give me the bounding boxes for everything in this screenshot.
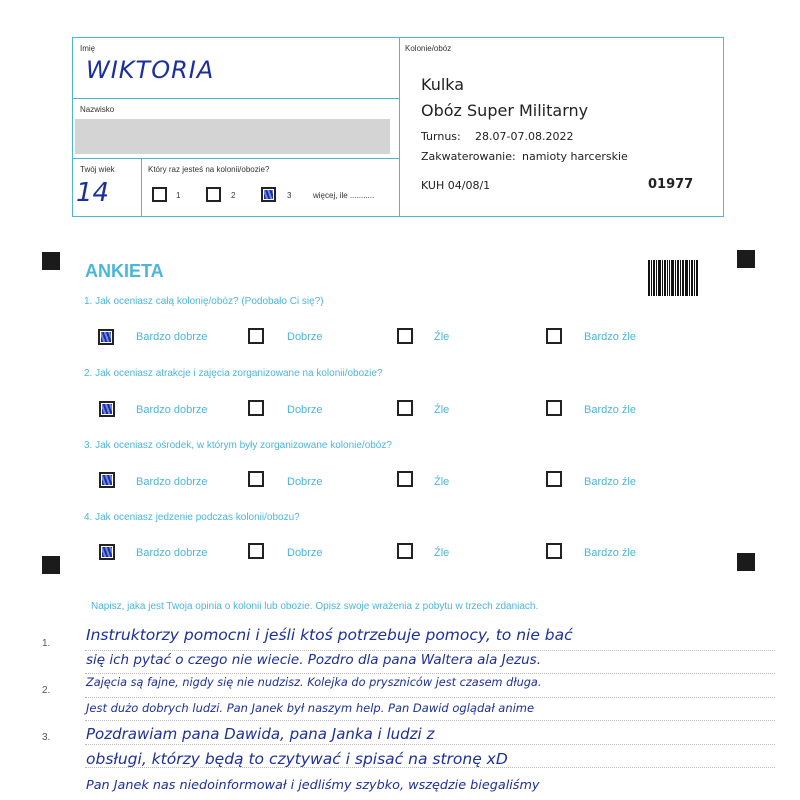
q3-label-dobrze: Dobrze [287, 476, 323, 488]
accommodation-value: namioty harcerskie [522, 150, 628, 163]
surname-redacted [75, 119, 390, 154]
q4-label-zle: Źle [434, 547, 450, 559]
registration-marker-bottom-left [42, 556, 60, 574]
age-label: Twój wiek [80, 165, 115, 174]
q1-label-bardzo-dobrze: Bardzo dobrze [136, 331, 208, 343]
age-value[interactable]: 14 [76, 178, 110, 208]
handwriting-line: Pozdrawiam pana Dawida, pana Janka i ludzi z [86, 725, 435, 743]
times-option-more: więcej, ile ........... [313, 191, 375, 200]
camp-code: KUH 04/08/1 [421, 179, 491, 192]
times-checkbox-3[interactable] [261, 187, 276, 202]
times-label: Który raz jesteś na kolonii/obozie? [148, 165, 270, 174]
q4-option-bardzo-dobrze[interactable] [99, 544, 115, 560]
q2-label-dobrze: Dobrze [287, 404, 323, 416]
line-number-1: 1. [42, 638, 51, 649]
writing-line [85, 673, 775, 674]
q1-option-zle[interactable] [397, 328, 413, 344]
q2-label-zle: Źle [434, 404, 450, 416]
q4-label-bardzo-zle: Bardzo źle [584, 547, 636, 559]
q4-label-bardzo-dobrze: Bardzo dobrze [136, 547, 208, 559]
q1-label-zle: Źle [434, 331, 450, 343]
q4-label-dobrze: Dobrze [287, 547, 323, 559]
handwriting-line: się ich pytać o czego nie wiecie. Pozdro dla pana Waltera ala Jezus. [86, 652, 541, 668]
registration-marker-top-right [737, 250, 755, 268]
times-checkbox-1[interactable] [152, 187, 167, 202]
writing-line [85, 744, 775, 745]
surname-label: Nazwisko [80, 105, 115, 114]
registration-marker-top-left [42, 252, 60, 270]
q4-option-dobrze[interactable] [248, 543, 264, 559]
registration-marker-bottom-right [737, 553, 755, 571]
name-label: Imię [80, 44, 96, 53]
turn-value: 28.07-07.08.2022 [475, 130, 574, 143]
q1-label-dobrze: Dobrze [287, 331, 323, 343]
q2-option-zle[interactable] [397, 400, 413, 416]
q1-option-bardzo-dobrze[interactable] [98, 329, 114, 345]
accommodation-label: Zakwaterowanie: [421, 150, 516, 163]
q1-option-dobrze[interactable] [248, 328, 264, 344]
q3-option-dobrze[interactable] [248, 471, 264, 487]
q3-label-bardzo-zle: Bardzo źle [584, 476, 636, 488]
q3-label-zle: Źle [434, 476, 450, 488]
q3-option-bardzo-dobrze[interactable] [99, 472, 115, 488]
question-1: 1. Jak oceniasz całą kolonię/obóz? (Podobało Ci się?) [84, 296, 324, 307]
q3-option-bardzo-zle[interactable] [546, 471, 562, 487]
times-option-1: 1 [176, 191, 181, 200]
survey-title: ANKIETA [85, 261, 164, 281]
question-3: 3. Jak oceniasz ośrodek, w którym były zorganizowane kolonie/obóz? [84, 440, 392, 451]
line-number-3: 3. [42, 732, 51, 743]
q2-option-bardzo-dobrze[interactable] [99, 401, 115, 417]
name-value[interactable]: WIKTORIA [86, 56, 215, 84]
handwriting-line: obsługi, którzy będą to czytywać i spisać na stronę xD [86, 750, 508, 768]
handwriting-line: Instruktorzy pomocni i jeśli ktoś potrzebuje pomocy, to nie bać [86, 626, 573, 644]
question-4: 4. Jak oceniasz jedzenie podczas kolonii/obozu? [84, 512, 300, 523]
handwriting-line: Jest dużo dobrych ludzi. Pan Janek był naszym help. Pan Dawid oglądał anime [86, 701, 535, 715]
barcode [648, 260, 704, 296]
times-checkbox-2[interactable] [206, 187, 221, 202]
q1-label-bardzo-zle: Bardzo źle [584, 331, 636, 343]
camp-name: Kulka [421, 75, 465, 94]
question-2: 2. Jak oceniasz atrakcje i zajęcia zorganizowane na kolonii/obozie? [84, 368, 383, 379]
times-option-3: 3 [287, 191, 292, 200]
q2-option-bardzo-zle[interactable] [546, 400, 562, 416]
camp-label: Kolonie/obóz [405, 44, 452, 53]
handwriting-line: Zajęcia są fajne, nigdy się nie nudzisz. Kolejka do pryszniców jest czasem długa. [86, 676, 542, 689]
opinion-prompt: Napisz, jaka jest Twoja opinia o kolonii lub obozie. Opisz swoje wrażenia z pobytu w trzech zdaniach. [91, 601, 539, 612]
q1-option-bardzo-zle[interactable] [546, 328, 562, 344]
camp-title: Obóz Super Militarny [421, 101, 589, 120]
form-number: 01977 [648, 177, 694, 192]
q2-option-dobrze[interactable] [248, 400, 264, 416]
times-option-2: 2 [231, 191, 236, 200]
q3-option-zle[interactable] [397, 471, 413, 487]
line-number-2: 2. [42, 685, 51, 696]
writing-line [85, 650, 775, 651]
q2-label-bardzo-dobrze: Bardzo dobrze [136, 404, 208, 416]
writing-line [85, 697, 775, 698]
q3-label-bardzo-dobrze: Bardzo dobrze [136, 476, 208, 488]
handwriting-line: Pan Janek nas niedoinformował i jedliśmy szybko, wszędzie biegaliśmy [86, 778, 540, 793]
turn-label: Turnus: [421, 130, 461, 143]
q4-option-zle[interactable] [397, 543, 413, 559]
q4-option-bardzo-zle[interactable] [546, 543, 562, 559]
writing-line [85, 720, 775, 721]
q2-label-bardzo-zle: Bardzo źle [584, 404, 636, 416]
